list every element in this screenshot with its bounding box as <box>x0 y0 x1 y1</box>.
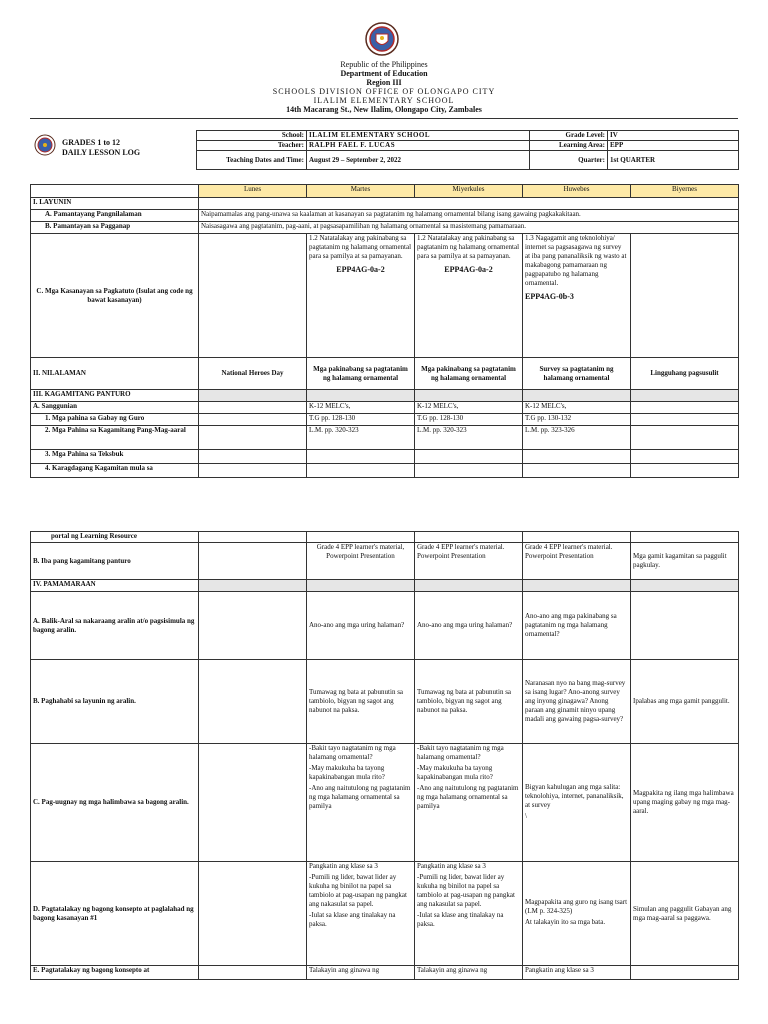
pagtatalakay-1-martes-3: -Iulat sa klase ang tinalakay na paksa. <box>309 911 396 928</box>
kasanayan-miyerkules-code: EPP4AG-0a-2 <box>444 265 493 274</box>
info-grades: GRADES 1 to 12 <box>62 138 121 147</box>
pagtatalakay-1-martes-1: Pangkatin ang klase sa 3 <box>309 862 378 870</box>
section-kagamitan: III. KAGAMITANG PANTURO <box>31 390 199 402</box>
pagtatalakay-1-miyerkules-1: Pangkatin ang klase sa 3 <box>417 862 486 870</box>
sanggunian-martes: K-12 MELC's, <box>307 402 415 414</box>
day-huwebes: Huwebes <box>523 185 631 198</box>
pagtatalakay-1-huwebes-2: At talakayin ito sa mga bata. <box>525 918 606 926</box>
nilalaman-huwebes: Survey sa pagtatanim ng halamang ornamental <box>523 358 631 390</box>
pag-uugnay-label: C. Pag-uugnay ng mga halimbawa sa bagong aralin. <box>31 744 199 862</box>
pag-uugnay-huwebes-text: Bigyan kahulugan ang mga salita: teknolohiya, internet, pananaliksik, at survey <box>525 782 624 809</box>
balik-aral-martes: Ano-ano ang mga uring halaman? <box>307 592 415 660</box>
pag-uugnay-miyerkules-1: -Bakit tayo nagtatanim ng mga halamang ornamental? <box>417 744 504 761</box>
nilalaman-miyerkules: Mga pakinabang sa pagtatanim ng halamang ornamental <box>415 358 523 390</box>
sanggunian-label: A. Sanggunian <box>31 402 199 414</box>
kasanayan-martes-code: EPP4AG-0a-2 <box>336 265 385 274</box>
gabay-guro-label: 1. Mga pahina sa Gabay ng Guro <box>31 414 199 426</box>
pag-uugnay-huwebes-mark: \ <box>525 811 527 820</box>
pagtatalakay-1-miyerkules-2: -Pumili ng lider, bawat lider ay kukuha ng binilot na papel sa tambiolo at pag-usapan ng pangkat ang nakasulat sa papel. <box>417 873 515 908</box>
kasanayan-miyerkules <box>415 234 523 358</box>
pagtatalakay-1-miyerkules-3: -Iulat sa klase ang tinalakay na paksa. <box>417 911 504 928</box>
pagtatalakay-2-martes: Talakayin ang ginawa ng <box>307 966 415 980</box>
day-lunes: Lunes <box>199 185 307 198</box>
pagtatalakay-1-label: D. Pagtatalakay ng bagong konsepto at paglalahad ng bagong kasanayan #1 <box>31 862 199 966</box>
kasanayan-martes-text: 1.2 Natatalakay ang pakinabang sa pagtatanim ng halamang ornamental para sa pamilya at sa pamayanan. <box>309 234 412 260</box>
pag-uugnay-huwebes <box>523 744 631 862</box>
kasanayan-huwebes-code: EPP4AG-0b-3 <box>525 292 574 301</box>
nilalaman-label: II. NILALAMAN <box>31 358 199 390</box>
pagtatalakay-1-huwebes <box>523 862 631 966</box>
pag-uugnay-biyernes: Magpakita ng ilang mga halimbawa upang maging gabay ng mga mag-aaral. <box>631 744 739 862</box>
pag-uugnay-martes-3: -Ano ang naitutulong ng pagtatanim ng mga halamang ornamental sa pamilya <box>309 784 411 810</box>
nilalaman-biyernes: Lingguhang pagsusulit <box>631 358 739 390</box>
kasanayan-label: C. Mga Kasanayan sa Pagkatuto (Isulat ang code ng bawat kasanayan) <box>31 234 199 358</box>
paghahabi-miyerkules: Tumawag ng bata at pabunutin sa tambiolo, bigyan ng sagot ang nabunot na paksa. <box>415 660 523 744</box>
dates-label: Teaching Dates and Time: <box>197 151 307 170</box>
pagtatalakay-1-martes-2: -Pumili ng lider, bawat lider ay kukuha ng binilot na papel sa tambiolo at pag-usapan ng pangkat ang nakasulat sa papel. <box>309 873 407 908</box>
paghahabi-huwebes: Naranasan nyo na bang mag-survey sa isang lugar? Ano-anong survey ang inyong ginagawa? Anong paraan ang ginamit ninyo upang madali ang gawaing pagsa-survey? <box>523 660 631 744</box>
balik-aral-miyerkules: Ano-ano ang mga uring halaman? <box>415 592 523 660</box>
pagtatalakay-2-huwebes: Pangkatin ang klase sa 3 <box>523 966 631 980</box>
learning-area-value: EPP <box>608 141 739 151</box>
pagtatalakay-1-martes <box>307 862 415 966</box>
header-republic: Republic of the Philippines <box>340 60 428 69</box>
dates-value: August 29 – September 2, 2022 <box>307 151 530 170</box>
lesson-table-2 <box>30 531 739 980</box>
header-division: SCHOOLS DIVISION OFFICE OF OLONGAPO CITY <box>272 87 496 96</box>
header-school: ILALIM ELEMENTARY SCHOOL <box>313 96 455 105</box>
iba-pang-miyerkules: Grade 4 EPP learner's material. Powerpoint Presentation <box>415 543 523 580</box>
pagtatalakay-2-label: E. Pagtatalakay ng bagong konsepto at <box>31 966 199 980</box>
iba-pang-label: B. Iba pang kagamitang panturo <box>31 543 199 580</box>
teacher-label: Teacher: <box>197 141 307 151</box>
balik-aral-label: A. Balik-Aral sa nakaraang aralin at/o pagsisimula ng bagong aralin. <box>31 592 199 660</box>
day-miyerkules: Miyerkules <box>415 185 523 198</box>
pag-uugnay-martes-1: -Bakit tayo nagtatanim ng mga halamang ornamental? <box>309 744 396 761</box>
pag-uugnay-miyerkules <box>415 744 523 862</box>
gabay-guro-huwebes: T.G pp. 130-132 <box>523 414 631 426</box>
pagtatalakay-1-biyernes: Simulan ang paggulit Gabayan ang mga mag-aaral sa paggawa. <box>631 862 739 966</box>
karagdagang-label: 4. Karagdagang Kagamitan mula sa <box>31 464 199 478</box>
paghahabi-label: B. Paghahabi sa layunin ng aralin. <box>31 660 199 744</box>
grade-level-label: Grade Level: <box>530 131 608 141</box>
header-department: Department of Education <box>340 69 428 78</box>
info-dll: DAILY LESSON LOG <box>62 148 141 157</box>
paghahabi-martes: Tumawag ng bata at pabunutin sa tambiolo, bigyan ng sagot ang nabunot na paksa. <box>307 660 415 744</box>
kasanayan-huwebes <box>523 234 631 358</box>
pagtatalakay-1-miyerkules <box>415 862 523 966</box>
day-biyernes: Biyernes <box>631 185 739 198</box>
section-pamamaraan: IV. PAMAMARAAN <box>31 580 199 592</box>
pagtatalakay-2-miyerkules: Talakayin ang ginawa ng <box>415 966 523 980</box>
quarter-label: Quarter: <box>530 151 608 170</box>
grade-level-value: IV <box>608 131 739 141</box>
school-label: School: <box>197 131 307 141</box>
mag-aaral-huwebes: L.M. pp. 323-326 <box>523 426 631 450</box>
mag-aaral-label: 2. Mga Pahina sa Kagamitang Pang-Mag-aaral <box>31 426 199 450</box>
pag-uugnay-martes-2: -May makukuha ba tayong kapakinabangan mula rito? <box>309 764 385 781</box>
mag-aaral-martes: L.M. pp. 320-323 <box>307 426 415 450</box>
teacher-value: RALPH FAEL F. LUCAS <box>307 141 530 151</box>
header-address: 14th Macarang St., New Ilalim, Olongapo City, Zambales <box>286 105 482 114</box>
iba-pang-martes: Grade 4 EPP learner's material, Powerpoint Presentation <box>307 543 415 580</box>
balik-aral-huwebes: Ano-ano ang mga pakinabang sa pagtatanim ng mga halamang ornamental? <box>523 592 631 660</box>
info-table <box>196 130 739 170</box>
gabay-guro-martes: T.G pp. 128-130 <box>307 414 415 426</box>
info-seal <box>34 134 56 156</box>
kasanayan-miyerkules-text: 1.2 Natatalakay ang pakinabang sa pagtatanim ng halamang ornamental para sa pamilya at sa pamayanan. <box>417 234 520 260</box>
teksbuk-label: 3. Mga Pahina sa Teksbuk <box>31 450 199 464</box>
header-region: Region III <box>366 78 402 87</box>
corner-cell <box>31 185 199 198</box>
pag-uugnay-miyerkules-2: -May makukuha ba tayong kapakinabangan mula rito? <box>417 764 493 781</box>
day-martes: Martes <box>307 185 415 198</box>
sanggunian-miyerkules: K-12 MELC's, <box>415 402 523 414</box>
nilalaman-martes: Mga pakinabang sa pagtatanim ng halamang ornamental <box>307 358 415 390</box>
pagtatalakay-1-huwebes-1: Magpapakita ang guro ng isang tsart (LM p. 324-325) <box>525 898 628 915</box>
pagganap-label: B. Pamantayan sa Pagganap <box>31 222 199 234</box>
quarter-value: 1st QUARTER <box>608 151 739 170</box>
paghahabi-biyernes: Ipalabas ang mga gamit panggulit. <box>631 660 739 744</box>
iba-pang-biyernes: Mga gamit kagamitan sa paggulit pagkulay. <box>631 543 739 580</box>
pamantayang-value: Naipamamalas ang pang-unawa sa kaalaman at kasanayan sa pagtatanim ng halamang ornamental bilang isang gawaing pagkakakitaan. <box>199 210 739 222</box>
sanggunian-huwebes: K-12 MELC's, <box>523 402 631 414</box>
nilalaman-lunes: National Heroes Day <box>199 358 307 390</box>
learning-area-label: Learning Area: <box>530 141 608 151</box>
section-layunin: I. LAYUNIN <box>31 198 199 210</box>
mag-aaral-miyerkules: L.M. pp. 320-323 <box>415 426 523 450</box>
header-divider <box>30 118 738 119</box>
gabay-guro-miyerkules: T.G pp. 128-130 <box>415 414 523 426</box>
pagganap-value: Naisasagawa ang pagtatanim, pag-aani, at pagsasapamilihan ng halamang ornamental sa masistemang pamamaraan. <box>199 222 739 234</box>
lesson-table-1 <box>30 184 739 478</box>
pag-uugnay-martes <box>307 744 415 862</box>
kasanayan-martes <box>307 234 415 358</box>
deped-seal <box>365 22 399 56</box>
portal-label: portal ng Learning Resource <box>31 532 199 543</box>
pag-uugnay-miyerkules-3: -Ano ang naitutulong ng pagtatanim ng mga halamang ornamental sa pamilya <box>417 784 519 810</box>
iba-pang-huwebes: Grade 4 EPP learner's material. Powerpoint Presentation <box>523 543 631 580</box>
pamantayang-label: A. Pamantayang Pangnilalaman <box>31 210 199 222</box>
school-value: ILALIM ELEMENTARY SCHOOL <box>307 131 530 141</box>
kasanayan-huwebes-text: 1.3 Nagagamit ang teknolohiya/ internet sa pagsasagawa ng survey at iba pang pananaliksik ng wasto at makabagong pamamaraan ng pagpapatubo ng halamang ornamental. <box>525 234 627 287</box>
